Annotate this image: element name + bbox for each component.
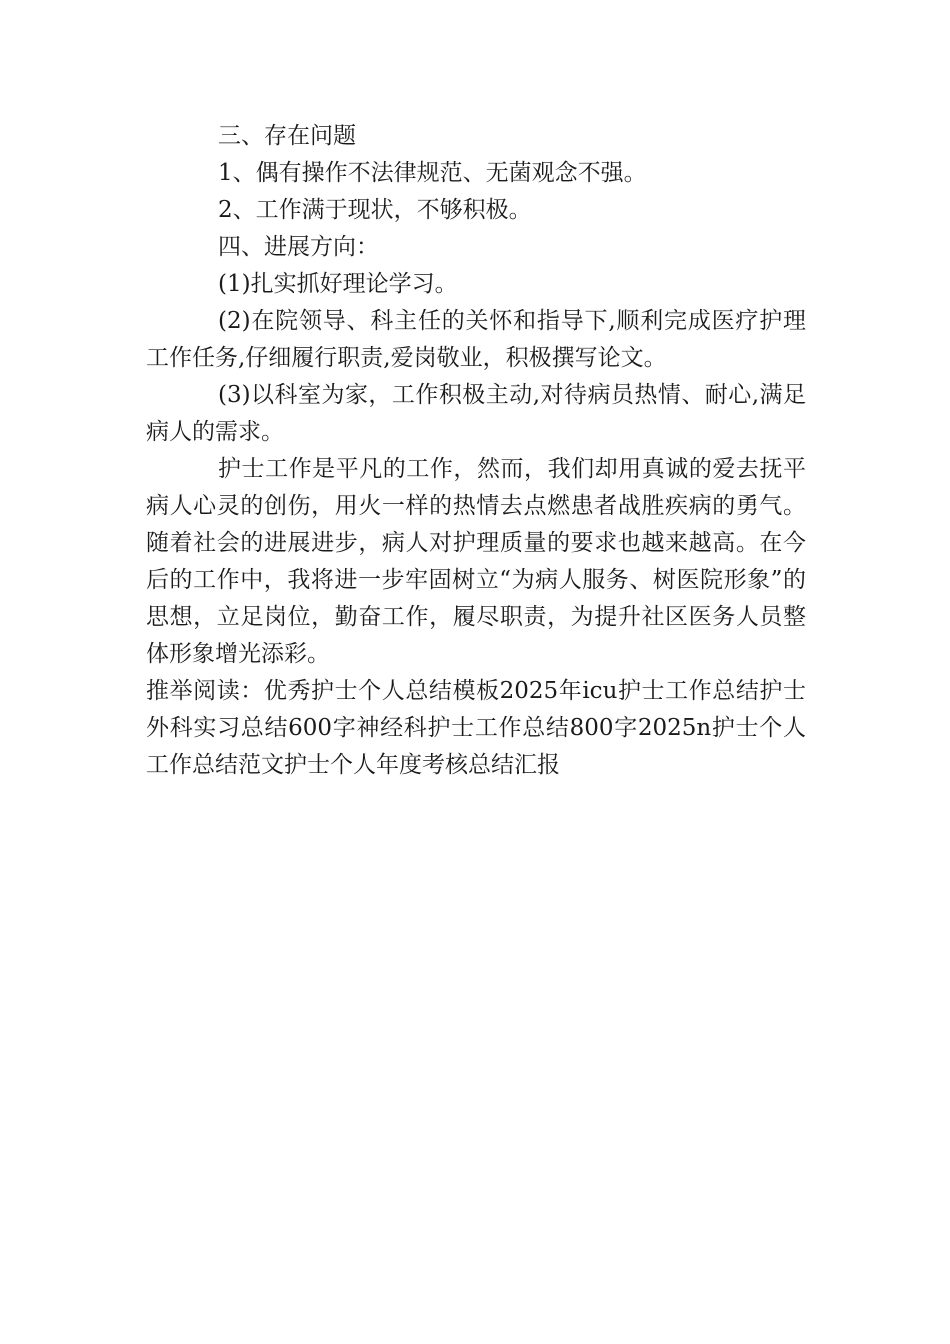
direction-item-1: (1)扎实抓好理论学习。 (218, 271, 458, 297)
direction-item-2: (2)在院领导、科主任的关怀和指导下,顺利完成医疗护理工作任务,仔细履行职责,爱岗敬业，积极撰写论文。 (146, 308, 806, 371)
section-heading-direction: 四、进展方向： (218, 234, 379, 260)
problem-item-1: 1、偶有操作不法律规范、无菌观念不强。 (218, 160, 647, 186)
problem-item-2: 2、工作满于现状，不够积极。 (218, 197, 532, 223)
direction-item-3: (3)以科室为家，工作积极主动,对待病员热情、耐心,满足病人的需求。 (146, 382, 806, 445)
closing-paragraph: 护士工作是平凡的工作，然而，我们却用真诚的爱去抚平病人心灵的创伤，用火一样的热情去点燃患者战胜疾病的勇气。随着社会的进展进步，病人对护理质量的要求也越来越高。在今后的工作中，我将进一步牢固树立“为病人服务、树医院形象”的思想，立足岗位，勤奋工作，履尽职责，为提升社区医务人员整体形象增光添彩。 (146, 456, 806, 667)
recommended-reading: 推举阅读：优秀护士个人总结模板2025年icu护士工作总结护士外科实习总结600字神经科护士工作总结800字2025n护士个人工作总结范文护士个人年度考核总结汇报 (146, 678, 806, 778)
section-heading-problems: 三、存在问题 (218, 123, 356, 149)
document-body (146, 118, 806, 784)
